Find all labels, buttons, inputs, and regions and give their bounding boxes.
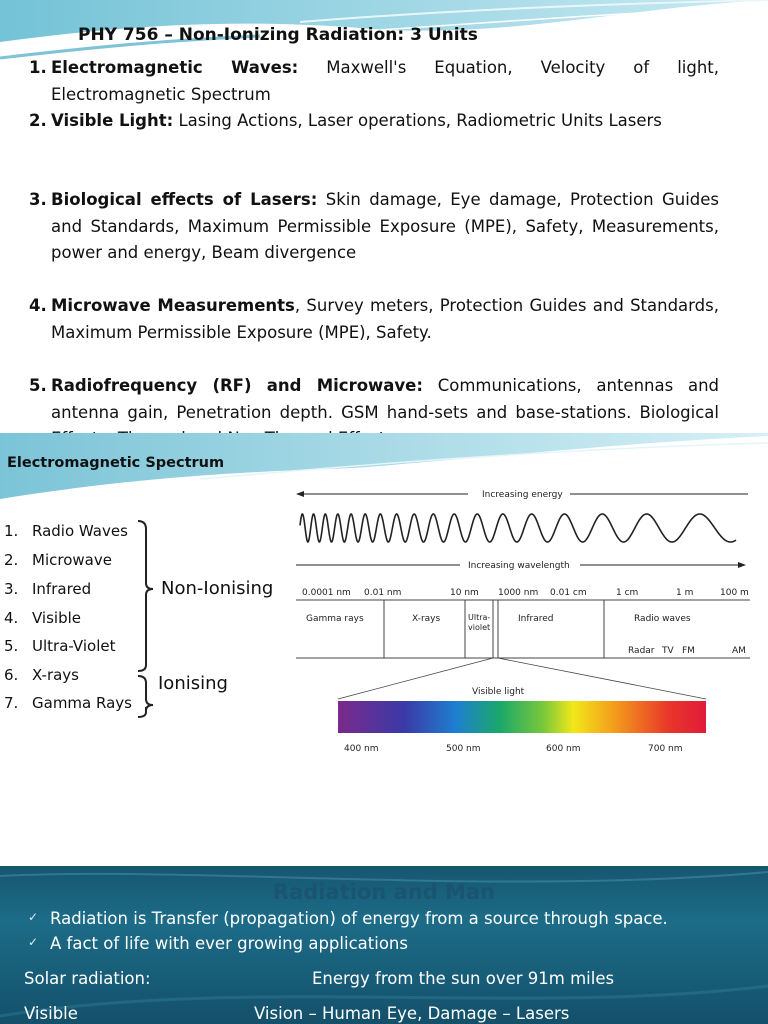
- scale-label: 1 cm: [616, 588, 639, 598]
- list-item: [28, 909, 668, 928]
- list-item: [4, 694, 132, 712]
- list-item: [4, 551, 112, 569]
- topic-number: 5.: [29, 376, 47, 395]
- topic-text: Skin damage, Eye damage, Protection Guides and Standards, Maximum Permissible Exposure (MPE), Safety, Measurements, power and energy, Beam divergence: [51, 190, 719, 262]
- item-label: X-rays: [32, 666, 79, 684]
- visible-tick-label: 400 nm: [344, 744, 379, 754]
- band-infrared-label: Infrared: [518, 614, 554, 624]
- bullet-text: A fact of life with ever growing applications: [50, 934, 408, 953]
- item-label: Infrared: [32, 580, 92, 598]
- visible-tick-label: 600 nm: [546, 744, 581, 754]
- check-icon: ✓: [28, 910, 39, 924]
- slide-radiation-and-man: [0, 866, 768, 1024]
- slide-course-outline: [0, 0, 768, 433]
- row-label: Visible: [24, 1004, 78, 1023]
- topic-lead: Microwave Measurements: [51, 296, 295, 315]
- item-number: 6.: [4, 666, 19, 684]
- scale-label: 1 m: [676, 588, 694, 598]
- radio-sub-am: AM: [732, 646, 746, 656]
- scale-label: 0.01 nm: [364, 588, 402, 598]
- item-label: Ultra-Violet: [32, 637, 116, 655]
- topic-number: 1.: [29, 58, 47, 77]
- item-number: 5.: [4, 637, 19, 655]
- topic-text: Maxwell's Equation, Velocity of light, Electromagnetic Spectrum: [51, 58, 720, 104]
- slide-em-spectrum: [0, 433, 768, 866]
- topic-lead: Visible Light:: [51, 111, 174, 130]
- list-item: [28, 934, 408, 953]
- scale-label: 0.01 cm: [550, 588, 587, 598]
- slide-title: Radiation and Man: [272, 880, 496, 904]
- topic-number: 3.: [29, 190, 47, 209]
- check-icon: ✓: [28, 935, 39, 949]
- topic-item: [29, 293, 719, 346]
- band-radio-label: Radio waves: [634, 614, 691, 624]
- item-label: Gamma Rays: [32, 694, 132, 712]
- item-number: 3.: [4, 580, 19, 598]
- bullet-text: Radiation is Transfer (propagation) of energy from a source through space.: [50, 909, 668, 928]
- energy-arrowhead: [296, 491, 304, 497]
- zoom-line: [498, 658, 706, 699]
- topic-number: 2.: [29, 111, 47, 130]
- list-item: [4, 637, 115, 655]
- topic-item: [29, 108, 719, 135]
- item-number: 1.: [4, 522, 19, 540]
- radio-sub-fm: FM: [682, 646, 695, 656]
- section-title: Electromagnetic Spectrum: [7, 455, 225, 471]
- item-number: 4.: [4, 609, 19, 627]
- radio-sub-radar: Radar: [628, 646, 655, 656]
- bracket-icon: [134, 519, 158, 719]
- em-spectrum-diagram: [288, 483, 758, 763]
- visible-light-label: Visible light: [472, 687, 525, 697]
- band-gamma-label: Gamma rays: [306, 614, 364, 624]
- topic-text: Communications, antennas and antenna gain, Penetration depth. GSM hand-sets and base-stations. Biological: [51, 376, 719, 422]
- list-item: [4, 666, 79, 684]
- wavelength-wave: [300, 514, 736, 542]
- band-uv-label: Ultra-: [468, 613, 491, 622]
- topic-text: Lasing Actions, Laser operations, Radiometric Units Lasers: [173, 111, 662, 130]
- row-value: Energy from the sun over 91m miles: [312, 969, 615, 988]
- band-uv-label: violet: [468, 623, 491, 632]
- topic-item: [29, 55, 719, 108]
- row-label: Solar radiation:: [24, 969, 151, 988]
- increasing-energy-label: Increasing energy: [482, 490, 563, 500]
- item-number: 7.: [4, 694, 19, 712]
- ionising-label: Ionising: [158, 673, 228, 694]
- increasing-wavelength-label: Increasing wavelength: [468, 561, 570, 571]
- scale-label: 1000 nm: [498, 588, 539, 598]
- list-item: [4, 522, 128, 540]
- scale-label: 0.0001 nm: [302, 588, 351, 598]
- row-value: Vision – Human Eye, Damage – Lasers: [254, 1004, 570, 1023]
- visible-tick-label: 500 nm: [446, 744, 481, 754]
- list-item: [4, 580, 91, 598]
- item-label: Visible: [32, 609, 81, 627]
- zoom-line: [338, 658, 493, 699]
- topic-item: [29, 187, 719, 267]
- visible-tick-label: 700 nm: [648, 744, 683, 754]
- topic-number: 4.: [29, 296, 47, 315]
- item-label: Radio Waves: [32, 522, 128, 540]
- topic-lead: Radiofrequency (RF) and Microwave:: [51, 376, 423, 395]
- band-xrays-label: X-rays: [412, 614, 441, 624]
- item-number: 2.: [4, 551, 19, 569]
- topic-lead: Biological effects of Lasers:: [51, 190, 318, 209]
- scale-label: 100 m: [720, 588, 749, 598]
- page-title: PHY 756 – Non-Ionizing Radiation: 3 Units: [78, 25, 478, 45]
- wavelength-arrowhead: [738, 562, 746, 568]
- non-ionising-label: Non-Ionising: [161, 578, 274, 599]
- visible-spectrum-bar: [338, 701, 706, 733]
- item-label: Microwave: [32, 551, 112, 569]
- topic-text: , Survey meters, Protection Guides and Standards, Maximum Permissible Exposure (MPE), Safety.: [51, 296, 719, 342]
- radio-sub-tv: TV: [662, 646, 674, 656]
- topic-lead: Electromagnetic Waves:: [51, 58, 299, 77]
- list-item: [4, 609, 81, 627]
- scale-label: 10 nm: [450, 588, 479, 598]
